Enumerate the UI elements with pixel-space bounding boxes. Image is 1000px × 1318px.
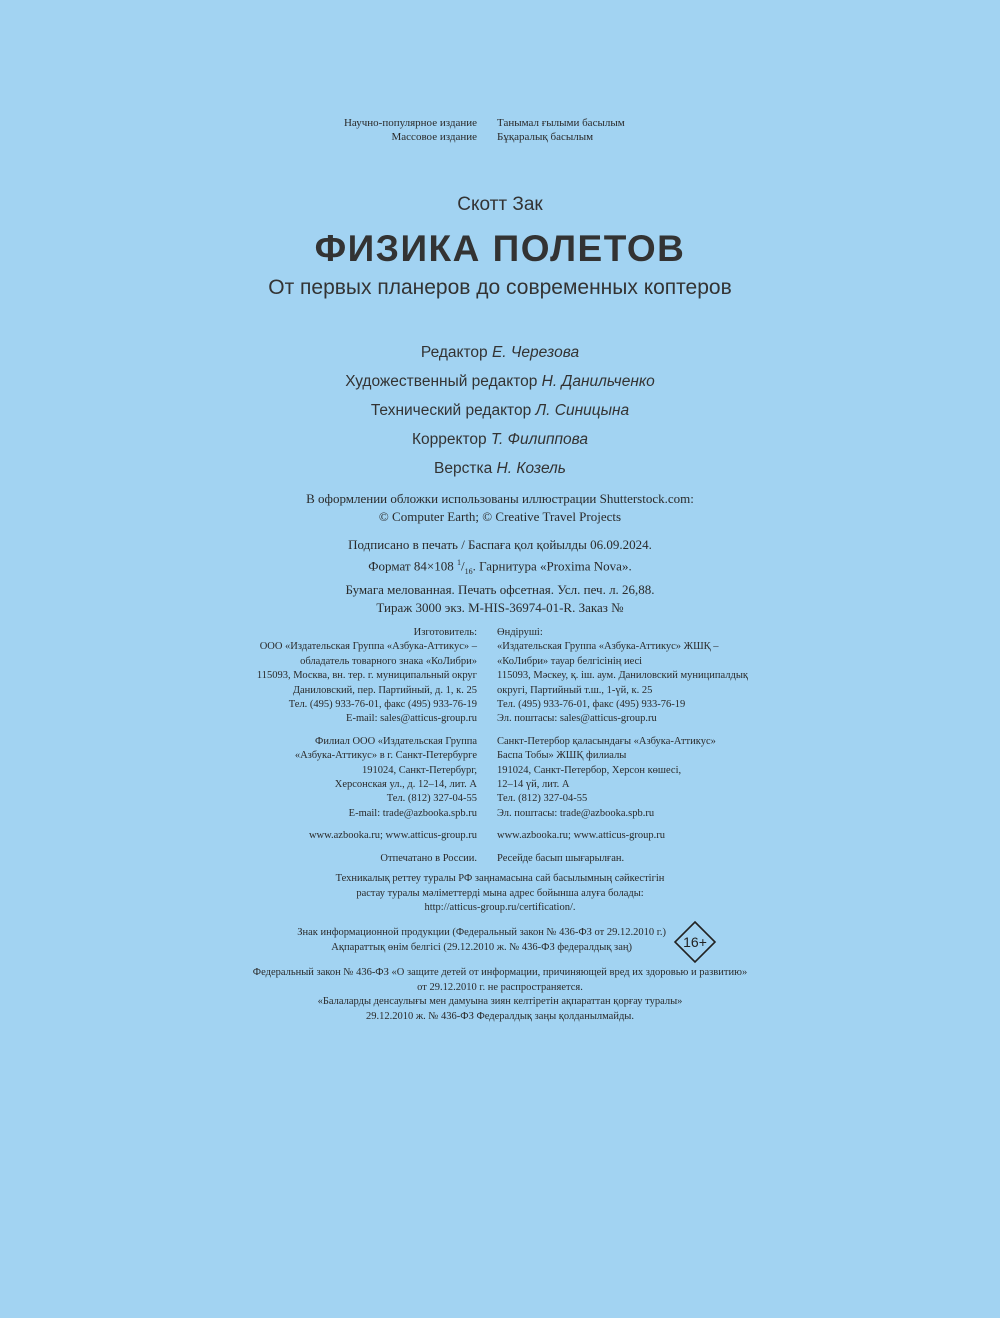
edition-line: Массовое издание — [391, 131, 477, 143]
credit-line — [0, 343, 1000, 372]
info-line: «Издательская Группа «Азбука-Аттикус» ЖШҚ – — [497, 641, 719, 653]
info-sign-line: Ақпараттық өнім белгісі (29.12.2010 ж. № 436-ФЗ федералдық заң) — [331, 941, 632, 953]
credit-name: Е. Черезова — [491, 344, 580, 361]
info-line: Филиал ООО «Издательская Группа — [315, 735, 477, 747]
info-line: обладатель товарного знака «КоЛибри» — [300, 655, 477, 667]
info-line: 115093, Мәскеу, қ. іш. аум. Даниловский муниципалдық — [497, 670, 748, 682]
paper-line: Бумага мелованная. Печать офсетная. Усл. печ. л. 26,88. — [345, 581, 655, 597]
print-info — [0, 536, 1000, 617]
credit-name: Н. Козель — [496, 460, 566, 477]
format-line: Формат 84×108 $^1/_{16}$. Гарнитура «Proxima Nova». — [368, 558, 632, 576]
credit-line — [0, 401, 1000, 430]
credit-line — [0, 459, 1000, 488]
book-subtitle: От первых планеров до современных коптеров — [268, 276, 732, 299]
info-line: 191024, Санкт-Петербург, — [361, 764, 477, 776]
run-line: Тираж 3000 экз. M-HIS-36974-01-R. Заказ № — [376, 599, 624, 615]
websites: www.azbooka.ru; www.atticus-group.ru — [308, 830, 477, 842]
cover-credit — [0, 490, 1000, 526]
credit-role: Верстка — [434, 460, 493, 477]
info-line: Эл. поштасы: sales@atticus-group.ru — [497, 713, 657, 725]
credit-name: Т. Филиппова — [490, 431, 588, 448]
info-line: «Азбука-Аттикус» в г. Санкт-Петербурге — [294, 750, 477, 762]
info-line: Баспа Тобы» ЖШҚ филиалы — [497, 750, 627, 762]
info-line: Санкт-Петербор қаласындағы «Азбука-Аттикус» — [497, 735, 716, 747]
info-line: E-mail: trade@azbooka.spb.ru — [348, 807, 477, 819]
printed-in: Отпечатано в России. — [380, 852, 477, 864]
age-rating-badge — [673, 920, 717, 964]
info-line: Өндіруші: — [497, 627, 543, 638]
law-line: «Балаларды денсаулығы мен дамуына зиян келтіретін ақпараттан қорғау туралы» — [317, 996, 683, 1007]
info-line: 191024, Санкт-Петербор, Херсон көшесі, — [497, 764, 682, 776]
signed-line: Подписано в печать / Баспаға қол қойылды 06.09.2024. — [348, 537, 652, 552]
cover-credit-line: В оформлении обложки использованы иллюстрации Shutterstock.com: — [306, 491, 694, 506]
law-line: Федеральный закон № 436-ФЗ «О защите детей от информации, причиняющей вред их здоровью и развитию» — [252, 967, 748, 978]
info-line: 115093, Москва, вн. тер. г. муниципальный округ — [256, 670, 477, 682]
info-line: Даниловский, пер. Партийный, д. 1, к. 25 — [292, 684, 477, 696]
credit-line — [0, 430, 1000, 459]
credit-role: Художественный редактор — [345, 373, 538, 390]
info-sign-line: Знак информационной продукции (Федеральный закон № 436-ФЗ от 29.12.2010 г.) — [297, 927, 666, 938]
credit-line — [0, 372, 1000, 401]
credit-role: Корректор — [411, 431, 487, 448]
info-line: Эл. поштасы: trade@azbooka.spb.ru — [497, 807, 655, 819]
info-line: Тел. (812) 327-04-55 — [497, 793, 588, 805]
info-line: округі, Партийный т.ш., 1-үй, к. 25 — [497, 684, 653, 696]
credits — [0, 343, 1000, 488]
law-line: от 29.12.2010 г. не распространяется. — [417, 981, 583, 993]
cover-credit-line: © Computer Earth; © Creative Travel Projects — [378, 509, 622, 524]
info-line: Тел. (495) 933-76-01, факс (495) 933-76-19 — [288, 699, 477, 711]
law-line: 29.12.2010 ж. № 436-ФЗ Федералдық заңы қолданылмайды. — [366, 1010, 634, 1022]
cert-line: растау туралы мәліметтерді мына адрес бойынша алуға болады: — [356, 887, 644, 899]
edition-line: Танымал ғылыми басылым — [497, 117, 625, 129]
cert-line: Техникалық реттеу туралы РФ заңнамасына сай басылымның сәйкестігін — [335, 873, 665, 884]
credit-name: Н. Данильченко — [541, 373, 655, 390]
printed-in: Ресейде басып шығарылған. — [497, 852, 625, 864]
websites: www.azbooka.ru; www.atticus-group.ru — [497, 830, 666, 842]
edition-line: Бұқаралық басылым — [497, 131, 594, 143]
info-line: E-mail: sales@atticus-group.ru — [346, 713, 477, 725]
age-rating-label: 16+ — [683, 934, 707, 950]
author: Скотт Зак — [457, 194, 543, 215]
law-notice — [0, 966, 1000, 1024]
info-line: Тел. (495) 933-76-01, факс (495) 933-76-19 — [497, 699, 686, 711]
info-line: 12–14 үй, лит. А — [497, 779, 570, 791]
credit-name: Л. Синицына — [535, 402, 630, 419]
credit-role: Технический редактор — [370, 402, 532, 419]
edition-line: Научно-популярное издание — [343, 117, 477, 129]
info-line: ООО «Издательская Группа «Азбука-Аттикус» – — [259, 641, 477, 653]
cert-line: http://atticus-group.ru/certification/. — [424, 902, 576, 913]
info-line: Херсонская ул., д. 12–14, лит. А — [334, 779, 477, 791]
certification-note — [0, 872, 1000, 916]
publisher-info-kz — [497, 626, 748, 866]
credit-role: Редактор — [420, 344, 488, 361]
publisher-info-ru — [257, 626, 477, 866]
info-line: «КоЛибри» тауар белгісінің иесі — [497, 655, 643, 667]
info-line: Изготовитель: — [413, 627, 477, 638]
book-title: ФИЗИКА ПОЛЕТОВ — [314, 228, 686, 269]
info-line: Тел. (812) 327-04-55 — [386, 793, 477, 805]
